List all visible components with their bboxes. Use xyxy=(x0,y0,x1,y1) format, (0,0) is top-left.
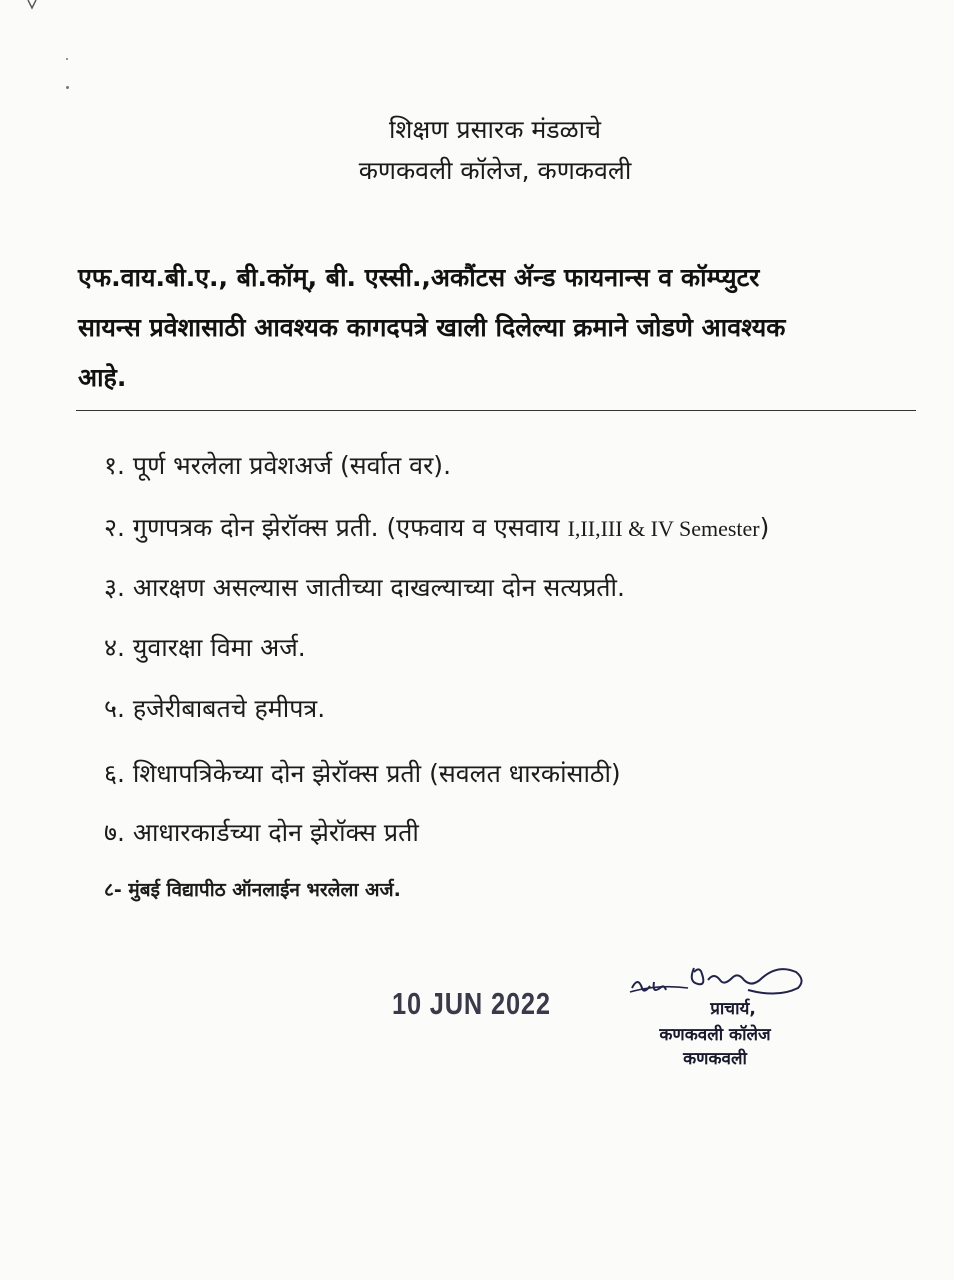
list-item: १. पूर्ण भरलेला प्रवेशअर्ज (सर्वात वर). xyxy=(104,451,452,480)
list-item-text: २. गुणपत्रक दोन झेरॉक्स प्रती. (एफवाय व एसवाय xyxy=(104,513,568,542)
list-item: ७. आधारकार्डच्या दोन झेरॉक्स प्रती xyxy=(104,818,419,847)
institution-name: शिक्षण प्रसारक मंडळाचे xyxy=(388,115,602,144)
intro-line: आहे. xyxy=(78,363,127,392)
college-name: कणकवली कॉलेज, कणकवली xyxy=(358,156,632,185)
list-item-english: I,II,III & IV Semester xyxy=(567,516,760,541)
divider-line xyxy=(76,410,916,411)
list-item: ४. युवारक्षा विमा अर्ज. xyxy=(104,633,306,662)
paper-speck xyxy=(66,86,69,89)
list-item: ५. हजेरीबाबतचे हमीपत्र. xyxy=(104,694,326,723)
intro-paragraph xyxy=(78,253,916,403)
intro-line: सायन्स प्रवेशासाठी आवश्यक कागदपत्रे खाली दिलेल्या क्रमाने जोडणे आवश्यक xyxy=(78,313,786,342)
paper-speck xyxy=(66,58,68,60)
signatory-place: कणकवली xyxy=(683,1049,747,1069)
list-item: ३. आरक्षण असल्यास जातीच्या दाखल्याच्या दोन सत्यप्रती. xyxy=(104,573,625,602)
intro-line: एफ.वाय.बी.ए., बी.कॉम्, बी. एस्सी.,अकौंटस ॲन्ड फायनान्स व कॉम्प्युटर xyxy=(78,263,760,292)
date-stamp: 10 JUN 2022 xyxy=(392,986,551,1021)
signatory-designation: प्राचार्य, xyxy=(710,999,756,1019)
signatory-college: कणकवली कॉलेज xyxy=(659,1025,771,1045)
list-item xyxy=(104,510,769,544)
list-item-tail: ) xyxy=(759,513,770,542)
list-item: ६. शिधापत्रिकेच्या दोन झेरॉक्स प्रती (सवलत धारकांसाठी) xyxy=(104,759,621,788)
corner-tick-mark xyxy=(26,0,40,10)
list-item: ८- मुंबई विद्यापीठ ऑनलाईन भरलेला अर्ज. xyxy=(104,879,401,901)
